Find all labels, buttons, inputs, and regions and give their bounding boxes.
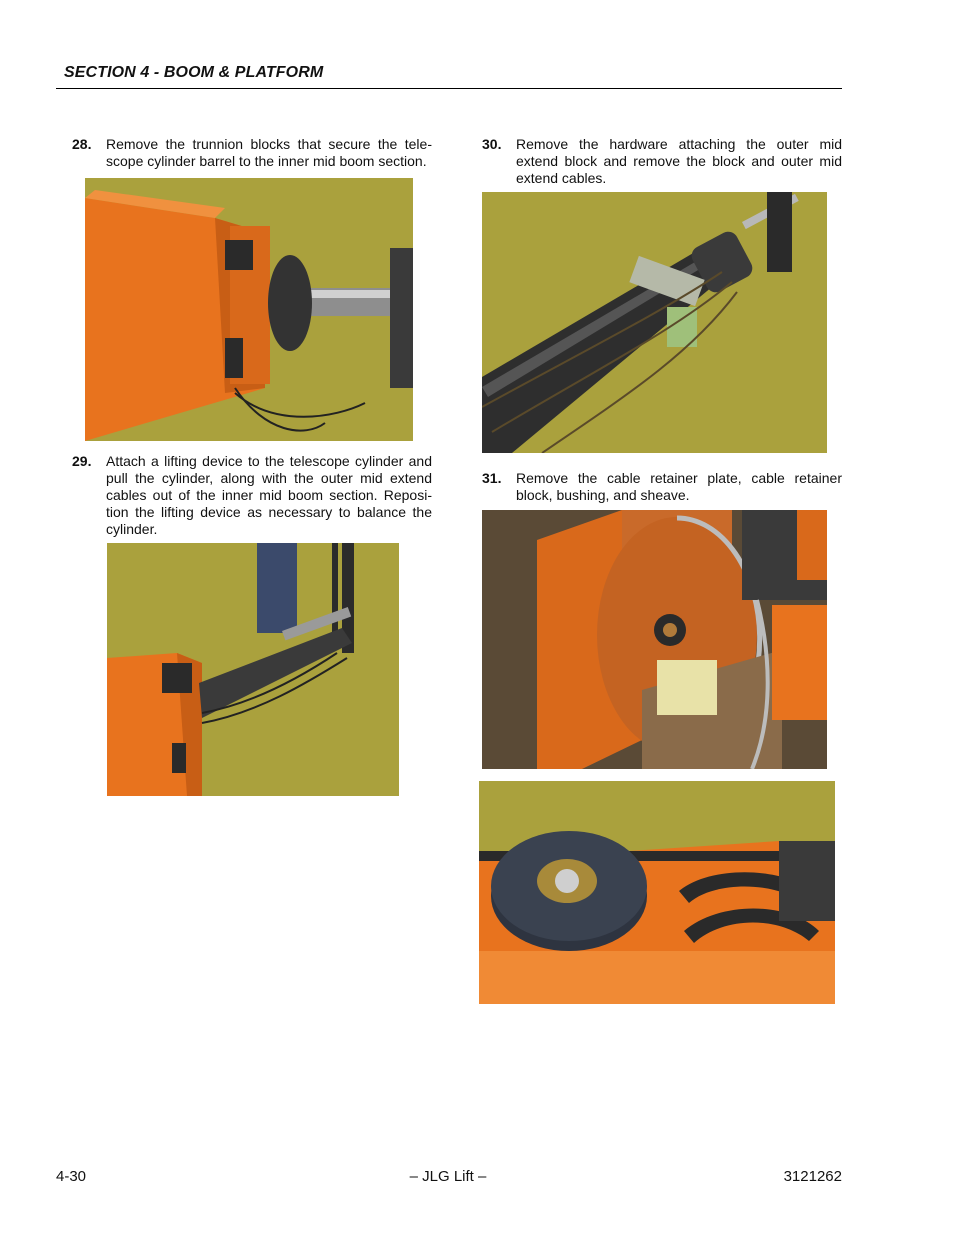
step-text: Remove the trunnion blocks that secure the tele-scope cylinder barrel to the inner mid boom section. xyxy=(106,136,432,169)
header-rule xyxy=(56,88,842,89)
step-number: 28. xyxy=(72,136,92,152)
photo-sheave-and-bushing xyxy=(479,781,835,1004)
photo-cable-retainer-sheave xyxy=(482,510,827,769)
step-number: 30. xyxy=(482,136,502,152)
photo-trunnion-blocks xyxy=(85,178,413,441)
footer-page-number: 4-30 xyxy=(56,1168,87,1185)
photo-lifting-cylinder xyxy=(107,543,399,796)
section-header-title: SECTION 4 - BOOM & PLATFORM xyxy=(64,64,324,81)
step-text: Remove the cable retainer plate, cable retainer block, bushing, and sheave. xyxy=(516,470,842,503)
step-text: Attach a lifting device to the telescope cylinder and pull the cylinder, along with the outer mid extend cables out of the inner mid boom section. Reposi-tion the lifting device as necessary to balance the cylinder. xyxy=(106,453,432,537)
footer-publisher: – JLG Lift – xyxy=(409,1168,487,1185)
photo-outer-mid-extend-block xyxy=(482,192,827,453)
step-number: 29. xyxy=(72,453,92,469)
step-number: 31. xyxy=(482,470,502,486)
footer-document-number: 3121262 xyxy=(783,1168,842,1185)
step-text: Remove the hardware attaching the outer mid extend block and remove the block and outer mid extend cables. xyxy=(516,136,842,186)
